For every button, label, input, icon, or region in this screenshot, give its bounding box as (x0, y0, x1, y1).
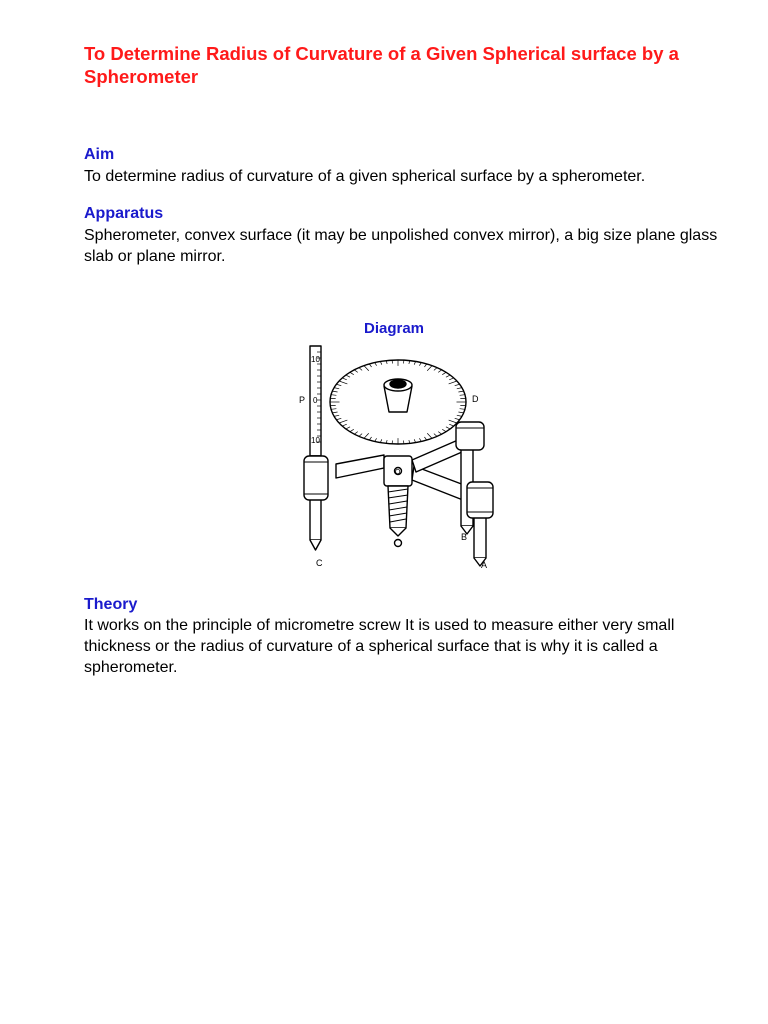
aim-text: To determine radius of curvature of a given spherical surface by a spherometer. (84, 168, 646, 185)
screw-foot-o (395, 540, 402, 547)
diagram-heading: Diagram (364, 320, 425, 337)
label-b: B (461, 532, 468, 542)
theory-text: It works on the principle of micrometre screw It is used to measure either very small thickness or the radius of curvature of a spherical surface that is why it is called a spherometer. (84, 617, 675, 676)
collar-left (304, 456, 328, 500)
screw-tip (390, 528, 406, 536)
theory-heading: Theory (84, 596, 138, 613)
leg-c-tip (310, 540, 321, 550)
collar-back (456, 422, 484, 450)
spherometer-diagram (288, 340, 488, 572)
tick-label-top: 10 (311, 355, 320, 364)
label-p: P (299, 395, 306, 405)
arm-right-upper (412, 440, 462, 472)
label-d: D (472, 394, 479, 404)
label-c: C (316, 558, 323, 568)
tick-label-bottom: 10 (311, 436, 320, 445)
label-a: A (481, 560, 488, 570)
label-o: O (395, 469, 401, 476)
apparatus-heading: Apparatus (84, 205, 164, 222)
collar-front (467, 482, 493, 518)
apparatus-text: Spherometer, convex surface (it may be unpolished convex mirror), a big size plane glass slab or plane mirror. (84, 227, 718, 265)
tick-label-zero: 0 (313, 396, 318, 405)
knob-hole (390, 380, 406, 388)
arm-left (336, 455, 384, 478)
page-title: To Determine Radius of Curvature of a Given Spherical surface by a Spherometer (84, 43, 679, 87)
aim-heading: Aim (84, 146, 115, 163)
